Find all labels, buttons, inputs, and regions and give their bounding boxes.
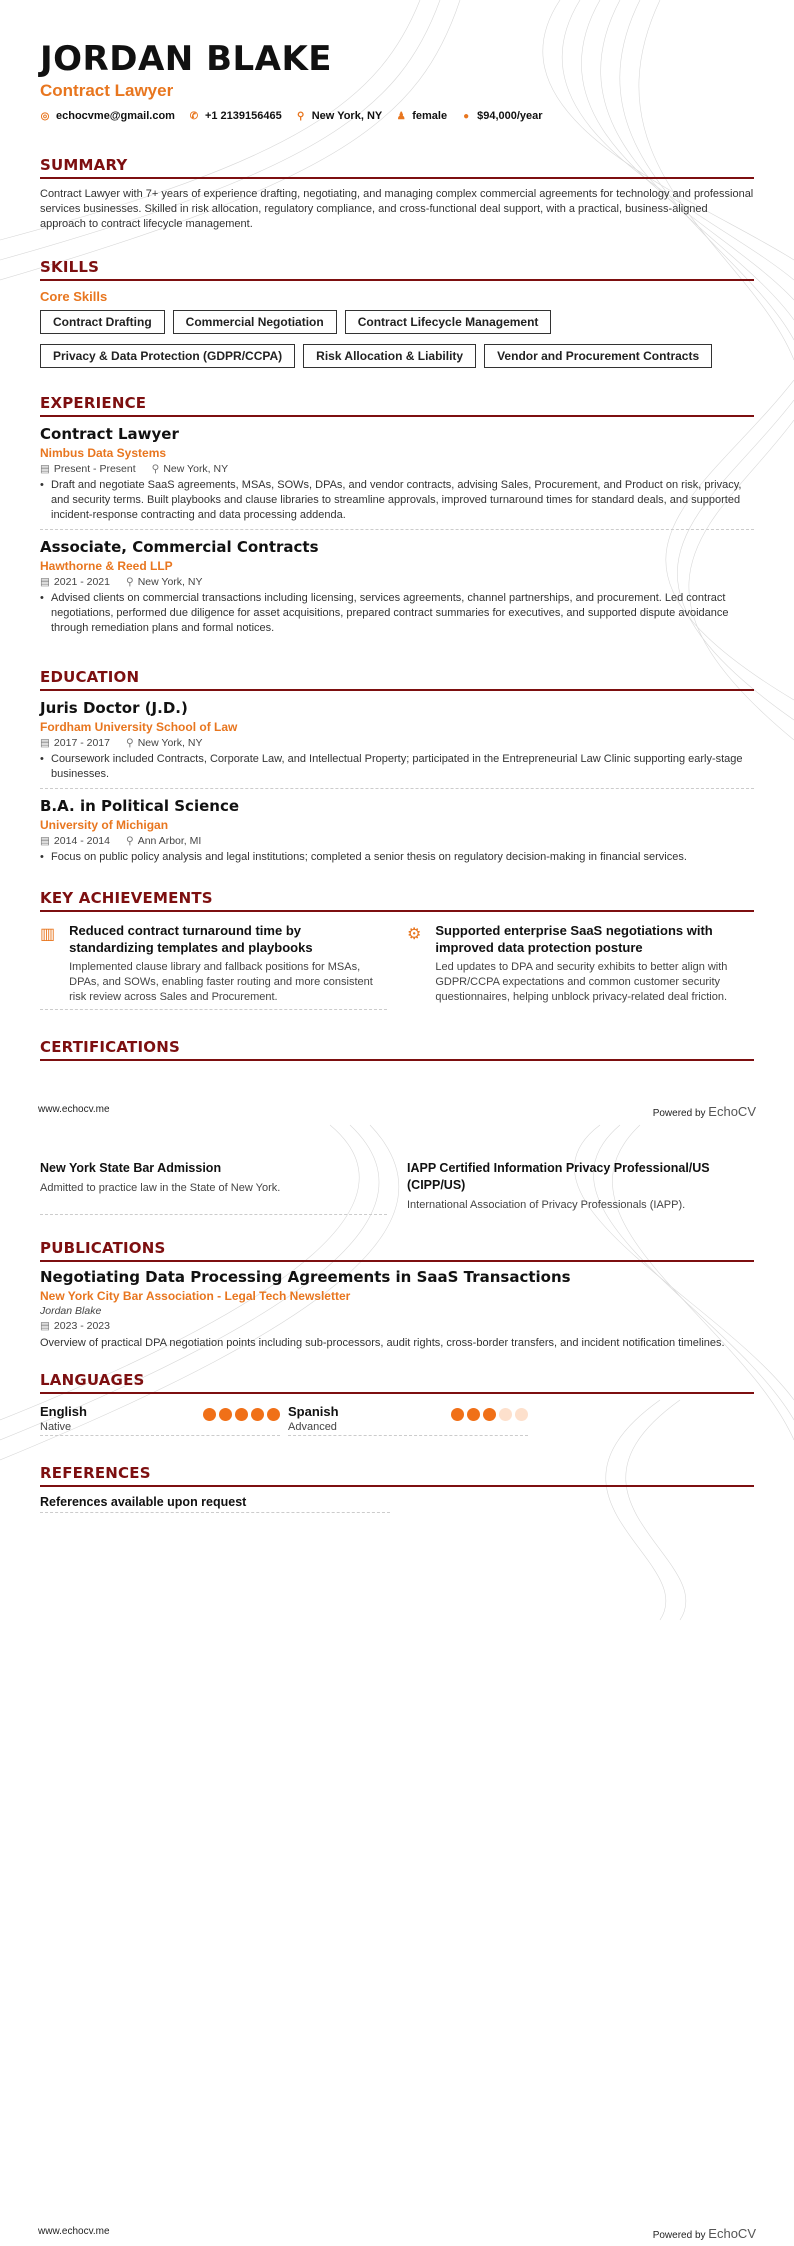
language-rating [203,1404,280,1433]
contact-email[interactable] [40,110,175,122]
skill-chip: Privacy & Data Protection (GDPR/CCPA) [40,344,295,368]
company-name: Nimbus Data Systems [40,446,167,460]
rating-dot [219,1408,232,1421]
footer-brand[interactable]: EchoCV [708,1104,756,1119]
languages-section [40,1371,754,1436]
calendar-icon: ▤ [40,737,50,749]
certification-item [40,1160,387,1215]
publications-section [40,1239,754,1351]
experience-entry [40,417,754,530]
section-heading: KEY ACHIEVEMENTS [40,889,754,912]
certifications-grid [40,1160,754,1215]
entry-bullet: • Advised clients on commercial transactions including licensing, services agreements, channel partnerships, and procurement. Led contract negotiations, performed due diligence for asset acquisitions, prepared contract summaries for executives, and supported dispute avoidance through remediation plans and formal notices. [40,591,754,636]
skill-chip: Contract Lifecycle Management [345,310,552,334]
summary-section [40,156,754,232]
contact-phone-text: +1 2139156465 [204,110,282,122]
rating-dot [267,1408,280,1421]
entry-dates: 2014 - 2014 [53,835,110,847]
contact-email-text: echocvme@gmail.com [56,110,175,122]
achievement-item [40,922,387,1010]
contact-row [40,110,754,122]
entry-dates: 2017 - 2017 [53,737,110,749]
calendar-icon: ▤ [40,1320,50,1332]
certifications-heading-block [40,1038,754,1061]
certification-title: New York State Bar Admission [40,1161,222,1175]
rating-dot [483,1408,496,1421]
candidate-name: JORDAN BLAKE [40,39,333,79]
gear-icon: ⚙ [407,926,422,943]
section-heading: CERTIFICATIONS [40,1038,754,1061]
education-entry [40,691,754,789]
achievement-desc: Led updates to DPA and security exhibits to better align with GDPR/CCPA expectations and common customer security questionnaires, helping unblock privacy-related deal friction. [435,961,728,1003]
contact-location [296,110,383,122]
footer-powered [653,2226,756,2241]
skill-chip: Vendor and Procurement Contracts [484,344,712,368]
certification-title: IAPP Certified Information Privacy Professional/US (CIPP/US) [407,1161,710,1192]
contact-gender-text: female [412,110,448,122]
achievement-item [407,922,754,1010]
publication-desc: Overview of practical DPA negotiation points including sub-processors, audit rights, cross-border transfers, and incident notification timelines. [40,1337,725,1349]
job-title: Contract Lawyer [40,425,179,443]
contact-location-text: New York, NY [311,110,383,122]
rating-dot-empty [515,1408,528,1421]
entry-meta [40,737,754,749]
certification-desc: International Association of Privacy Professionals (IAPP). [407,1199,686,1211]
publication-venue: New York City Bar Association - Legal Tech Newsletter [40,1289,351,1303]
language-item [288,1404,528,1436]
publication-entry [40,1262,754,1351]
calendar-icon: ▤ [40,576,50,588]
location-icon: ⚲ [125,835,134,847]
entry-bullet: • Focus on public policy analysis and legal institutions; completed a senior thesis on regulatory decision-making in financial services. [40,850,754,865]
entry-bullet: • Draft and negotiate SaaS agreements, MSAs, SOWs, DPAs, and vendor contracts, advising Sales, Procurement, and Product on risk, privacy, and security terms. Built playbooks and clause libraries to streamline approvals, improved turnaround times for standard deals, and supported incident-response contracting and data processing addenda. [40,478,754,523]
languages-grid [40,1404,754,1436]
language-rating [451,1404,528,1433]
section-heading: SKILLS [40,258,754,281]
language-item [40,1404,280,1436]
contact-salary-text: $94,000/year [477,110,543,122]
salary-icon: ● [463,110,470,122]
skill-group-title: Core Skills [40,289,108,304]
section-heading: PUBLICATIONS [40,1239,754,1262]
entry-bullet: • Coursework included Contracts, Corporate Law, and Intellectual Property; participated in the Entrepreneurial Law Clinic supporting early-stage businesses. [40,752,754,782]
email-icon: ◎ [40,110,50,122]
language-name: Spanish [288,1404,339,1419]
footer-url[interactable]: www.echocv.me [38,2226,110,2237]
degree-title: B.A. in Political Science [40,797,240,815]
references-section [40,1464,754,1513]
skill-chip: Contract Drafting [40,310,165,334]
section-heading: EDUCATION [40,668,754,691]
entry-meta [40,576,754,588]
rating-dot [203,1408,216,1421]
certification-desc: Admitted to practice law in the State of New York. [40,1182,281,1194]
achievement-title: Reduced contract turnaround time by standardizing templates and playbooks [69,923,313,955]
experience-entry [40,530,754,642]
school-name: University of Michigan [40,818,169,832]
footer-powered [653,1104,756,1119]
contact-salary [461,110,542,122]
powered-by-text: Powered by [652,2230,706,2241]
contact-gender [396,110,447,122]
entry-meta [40,1320,754,1332]
degree-title: Juris Doctor (J.D.) [40,699,188,717]
resume-page-2 [0,1160,794,1513]
rating-dot [451,1408,464,1421]
achievement-title: Supported enterprise SaaS negotiations with improved data protection posture [435,923,713,955]
candidate-title: Contract Lawyer [40,81,174,100]
publication-author: Jordan Blake [40,1305,102,1317]
entry-dates: Present - Present [53,463,136,475]
entry-location: New York, NY [137,737,203,749]
footer-url[interactable]: www.echocv.me [38,1104,110,1115]
entry-location: New York, NY [137,576,203,588]
summary-text: Contract Lawyer with 7+ years of experience drafting, negotiating, and managing complex commercial agreements for technology and professional services businesses. Skilled in risk allocation, regulatory compliance, and cross-functional deal support, with a practical, business-aligned approach to contract lifecycle management. [40,188,754,230]
section-heading: EXPERIENCE [40,394,754,417]
rating-dot [251,1408,264,1421]
location-icon: ⚲ [125,576,134,588]
entry-dates: 2021 - 2021 [53,576,110,588]
entry-location: Ann Arbor, MI [137,835,202,847]
footer-brand[interactable]: EchoCV [708,2226,756,2241]
person-icon: ♟ [396,110,406,122]
job-title: Associate, Commercial Contracts [40,538,319,556]
achievement-desc: Implemented clause library and fallback positions for MSAs, DPAs, and SOWs, enabling faster routing and more consistent risk review across Sales and Procurement. [69,961,373,1003]
section-heading: REFERENCES [40,1464,754,1487]
skills-section [40,258,754,368]
building-icon: ▥ [40,926,56,943]
entry-meta [40,835,754,847]
section-heading: SUMMARY [40,156,754,179]
publication-title: Negotiating Data Processing Agreements in SaaS Transactions [40,1268,571,1286]
page-footer-2 [38,2226,756,2241]
calendar-icon: ▤ [40,463,50,475]
location-icon: ⚲ [297,110,305,122]
experience-section [40,394,754,642]
achievements-grid [40,922,754,1010]
certification-item [407,1160,754,1215]
achievements-section [40,889,754,1010]
references-text: References available upon request [40,1495,390,1513]
skill-chips [40,310,754,368]
entry-location: New York, NY [163,463,229,475]
powered-by-text: Powered by [652,1108,706,1119]
rating-dot [235,1408,248,1421]
calendar-icon: ▤ [40,835,50,847]
entry-meta [40,463,754,475]
school-name: Fordham University School of Law [40,720,238,734]
contact-phone[interactable] [189,110,282,122]
rating-dot [467,1408,480,1421]
resume-page-1 [0,0,794,1061]
skill-chip: Commercial Negotiation [173,310,337,334]
education-entry [40,789,754,871]
location-icon: ⚲ [151,463,160,475]
skill-chip: Risk Allocation & Liability [303,344,476,368]
education-section [40,668,754,871]
section-heading: LANGUAGES [40,1371,754,1394]
language-level: Advanced [288,1421,337,1433]
location-icon: ⚲ [125,737,134,749]
language-name: English [40,1404,87,1419]
phone-icon: ✆ [189,110,199,122]
entry-dates: 2023 - 2023 [53,1320,110,1332]
language-level: Native [40,1421,72,1433]
company-name: Hawthorne & Reed LLP [40,559,173,573]
rating-dot-empty [499,1408,512,1421]
page-footer-1 [38,1104,756,1119]
